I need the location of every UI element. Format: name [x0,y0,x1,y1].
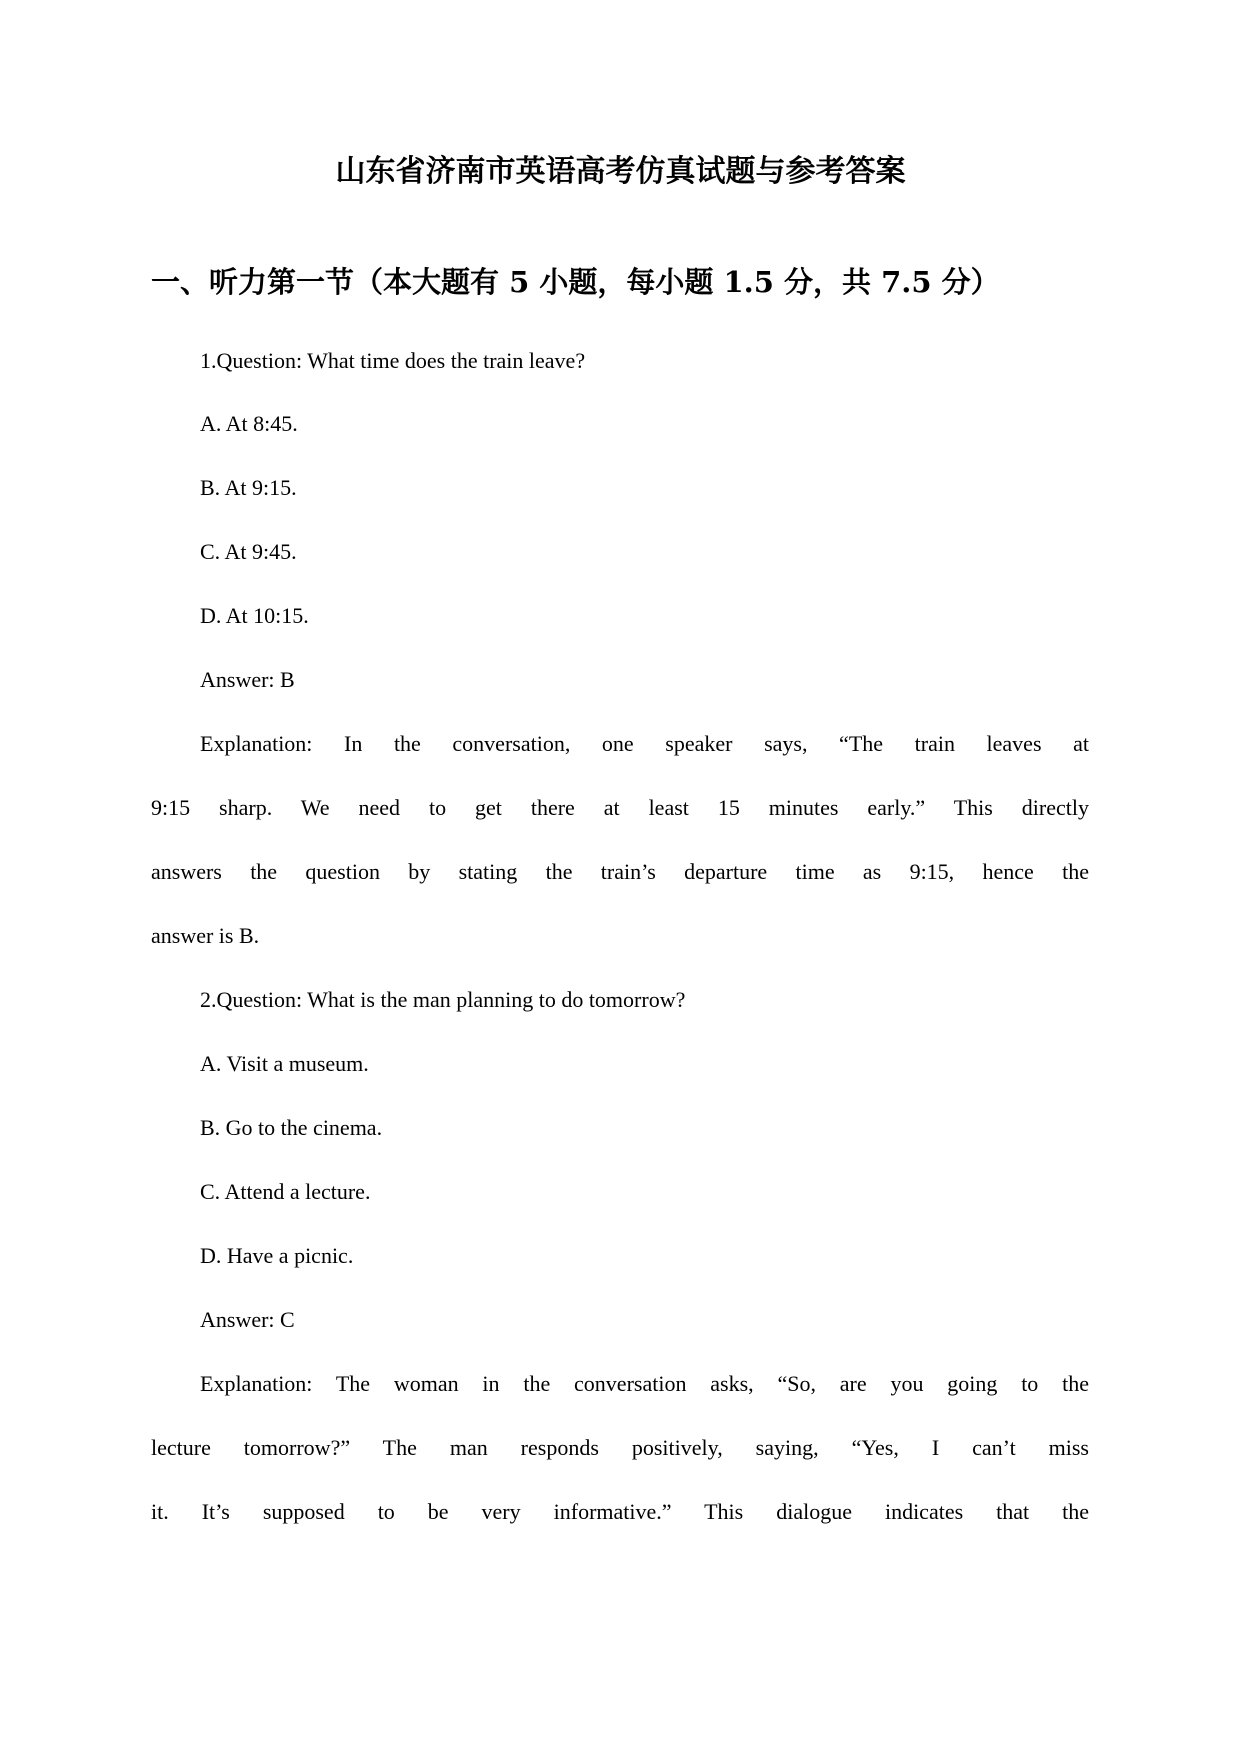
question-2-explanation-line-3: it. It’s supposed to be very informative.” This dialogue indicates that the [151,1499,1089,1524]
question-1: 1.Question: What time does the train leave? [200,348,586,373]
question-2-option-c: C. Attend a lecture. [200,1179,371,1204]
question-1-explanation-line-1: Explanation: In the conversation, one speaker says, “The train leaves at [200,731,1089,756]
question-2-answer: Answer: C [200,1307,295,1332]
question-2-explanation-line-2: lecture tomorrow?” The man responds positively, saying, “Yes, I can’t miss [151,1435,1089,1460]
question-1-explanation-line-2: 9:15 sharp. We need to get there at least 15 minutes early.” This directly [151,795,1089,820]
question-1-explanation-line-3: answers the question by stating the train’s departure time as 9:15, hence the [151,859,1089,884]
question-1-option-c: C. At 9:45. [200,539,297,564]
question-2-option-d: D. Have a picnic. [200,1243,354,1268]
question-1-option-d: D. At 10:15. [200,603,309,628]
question-2-option-b: B. Go to the cinema. [200,1115,383,1140]
question-1-option-b: B. At 9:15. [200,475,297,500]
page-title: 山东省济南市英语高考仿真试题与参考答案 [335,154,906,189]
question-1-explanation-line-4: answer is B. [151,923,260,948]
question-2-explanation-line-1: Explanation: The woman in the conversation asks, “So, are you going to the [200,1371,1089,1396]
question-1-option-a: A. At 8:45. [200,411,298,436]
question-2-option-a: A. Visit a museum. [200,1051,369,1076]
question-1-answer: Answer: B [200,667,295,692]
section-heading: 一、听力第一节（本大题有 5 小题，每小题 1.5 分，共 7.5 分） [151,265,1000,299]
question-2: 2.Question: What is the man planning to do tomorrow? [200,987,686,1012]
